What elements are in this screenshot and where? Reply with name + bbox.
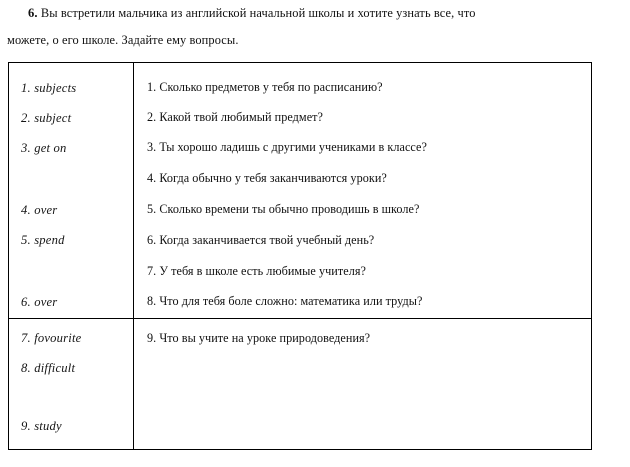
question-entry: 8. Что для тебя боле сложно: математика или труды?	[147, 294, 423, 308]
question-entry: 1. Сколько предметов у тебя по расписанию?	[147, 80, 383, 94]
word-entry: 4. over	[21, 203, 58, 217]
word-entry: 7. fovourite	[21, 331, 82, 345]
table-block-top	[9, 63, 591, 319]
question-entry: 4. Когда обычно у тебя заканчиваются уроки?	[147, 171, 387, 185]
word-entry: 8. difficult	[21, 361, 76, 375]
instruction-line-2: можете, о его школе. Задайте ему вопросы.	[7, 33, 239, 47]
word-entry: 9. study	[21, 419, 62, 433]
question-entry: 2. Какой твой любимый предмет?	[147, 110, 323, 124]
question-entry: 5. Сколько времени ты обычно проводишь в школе?	[147, 202, 420, 216]
question-entry: 6. Когда заканчивается твой учебный день?	[147, 233, 375, 247]
question-column-bottom	[134, 319, 591, 449]
vocabulary-question-table	[8, 62, 592, 450]
word-entry: 1. subjects	[21, 81, 77, 95]
word-entry: 6. over	[21, 295, 58, 309]
exercise-number: 6.	[28, 6, 38, 20]
question-entry: 3. Ты хорошо ладишь с другими учениками в классе?	[147, 140, 427, 154]
question-entry: 7. У тебя в школе есть любимые учителя?	[147, 264, 366, 278]
word-entry: 3. get on	[21, 141, 67, 155]
instruction-line-1	[0, 0, 630, 27]
instruction-text-1: Вы встретили мальчика из английской начальной школы и хотите узнать все, что	[40, 6, 476, 20]
word-entry: 5. spend	[21, 233, 65, 247]
question-column-top	[134, 63, 591, 318]
exercise-heading	[0, 0, 630, 54]
table-block-bottom	[9, 319, 591, 449]
question-entry: 9. Что вы учите на уроке природоведения?	[147, 331, 371, 345]
word-column-top	[9, 63, 134, 318]
word-column-bottom	[9, 319, 134, 449]
word-entry: 2. subject	[21, 111, 72, 125]
